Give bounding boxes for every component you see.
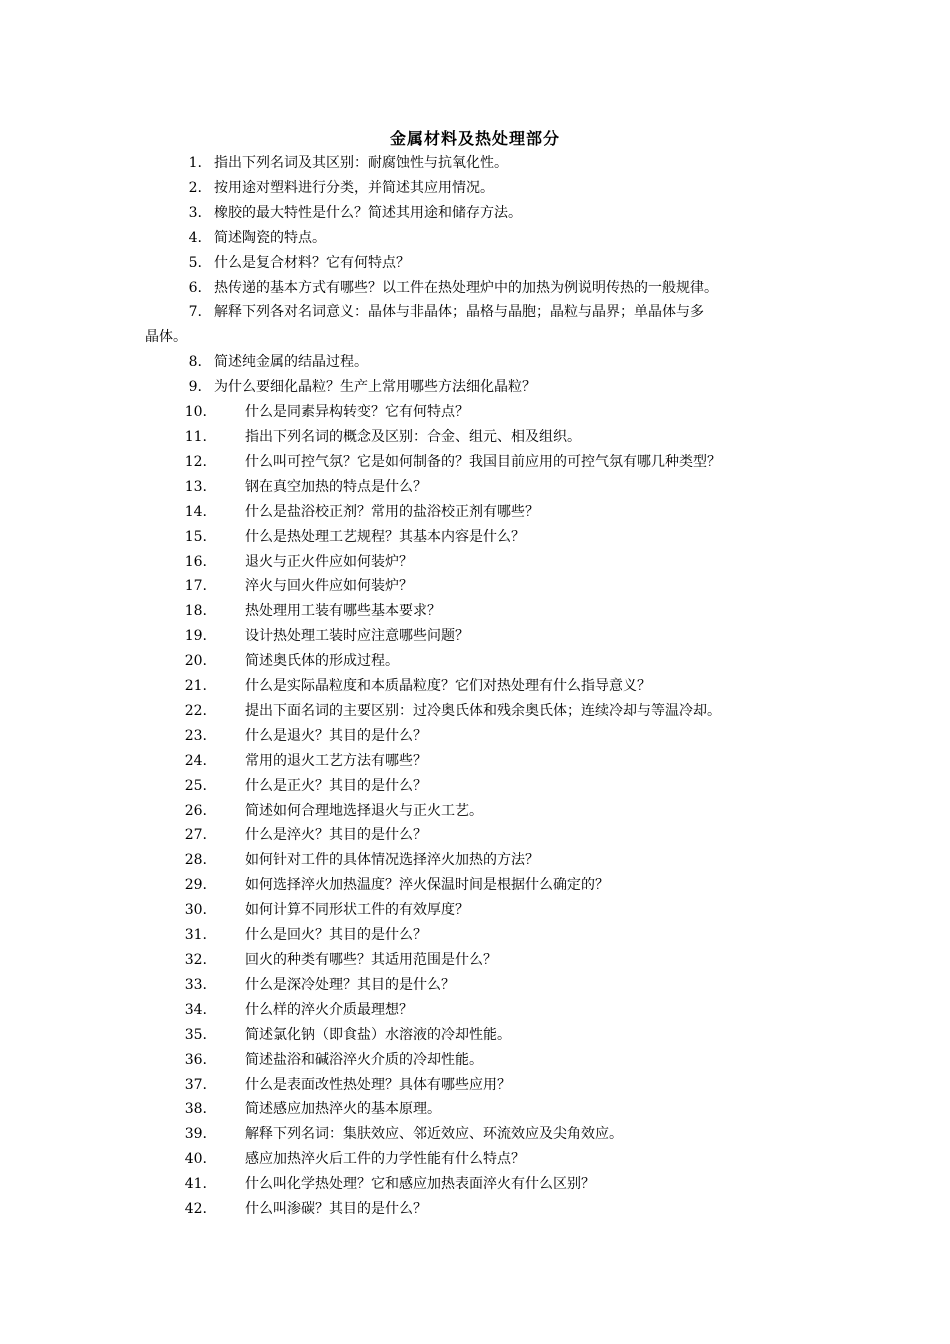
question-text: 什么叫渗碳？其目的是什么？ [245, 1201, 427, 1218]
question-item [145, 624, 815, 649]
question-number: 40. [184, 1151, 207, 1168]
question-number: 11. [184, 428, 207, 445]
question-item [145, 823, 815, 848]
question-text: 什么是回火？其目的是什么？ [245, 927, 427, 944]
question-text: 简述纯金属的结晶过程。 [214, 354, 368, 371]
question-item [145, 550, 815, 575]
question-item [145, 1197, 815, 1222]
question-number: 1. [188, 155, 202, 171]
question-text: 淬火与回火件应如何装炉？ [245, 578, 413, 595]
question-text: 什么是盐浴校正剂？常用的盐浴校正剂有哪些？ [245, 503, 539, 520]
question-text: 什么是退火？其目的是什么？ [245, 727, 427, 744]
question-item [145, 1073, 815, 1098]
question-number: 37. [184, 1076, 207, 1093]
question-number: 24. [184, 752, 207, 769]
question-text: 退火与正火件应如何装炉？ [245, 553, 413, 570]
question-number: 15. [184, 528, 207, 545]
question-text: 简述盐浴和碱浴淬火介质的冷却性能。 [245, 1051, 483, 1068]
question-text: 感应加热淬火后工件的力学性能有什么特点？ [245, 1151, 525, 1168]
question-number: 34. [184, 1001, 207, 1018]
question-item [145, 176, 815, 201]
question-number: 31. [184, 927, 207, 944]
question-item [145, 973, 815, 998]
question-item [145, 724, 815, 749]
question-number: 35. [184, 1026, 207, 1043]
question-item [145, 599, 815, 624]
question-item [145, 201, 815, 226]
question-text: 简述感应加热淬火的基本原理。 [245, 1101, 441, 1118]
question-item [145, 674, 815, 699]
question-list [145, 151, 815, 1222]
question-number: 9. [188, 379, 202, 396]
question-item [145, 475, 815, 500]
question-item [145, 1097, 815, 1122]
question-number: 17. [184, 578, 207, 595]
question-number: 7. [188, 304, 202, 321]
question-text: 提出下面名词的主要区别：过冷奥氏体和残余奥氏体；连续冷却与等温冷却。 [245, 702, 721, 719]
question-number: 36. [184, 1051, 207, 1068]
question-number: 19. [184, 628, 207, 645]
question-item [145, 574, 815, 599]
question-item [145, 873, 815, 898]
question-text: 解释下列各对名词意义：晶体与非晶体；晶格与晶胞；晶粒与晶界；单晶体与多 [214, 304, 704, 321]
question-item [145, 226, 815, 251]
question-number: 13. [184, 478, 207, 495]
question-item [145, 749, 815, 774]
question-text: 简述陶瓷的特点。 [214, 229, 326, 246]
question-item [145, 848, 815, 873]
question-number: 18. [184, 603, 207, 620]
question-text: 为什么要细化晶粒？生产上常用哪些方法细化晶粒？ [214, 379, 536, 396]
question-text: 钢在真空加热的特点是什么？ [245, 478, 427, 495]
question-number: 2. [188, 179, 202, 196]
question-text: 什么是热处理工艺规程？其基本内容是什么？ [245, 528, 525, 545]
question-item [145, 998, 815, 1023]
question-number: 23. [184, 727, 207, 744]
question-item [145, 251, 815, 276]
question-item [145, 1147, 815, 1172]
question-number: 10. [184, 404, 207, 421]
question-text: 什么是复合材料？它有何特点？ [214, 254, 410, 271]
question-item [145, 1172, 815, 1197]
question-text: 回火的种类有哪些？其适用范围是什么？ [245, 952, 497, 968]
question-number: 22. [184, 702, 207, 719]
question-number: 41. [184, 1176, 207, 1193]
question-text: 设计热处理工装时应注意哪些问题？ [245, 628, 469, 645]
question-text: 简述氯化钠（即食盐）水溶液的冷却性能。 [245, 1026, 511, 1043]
question-number: 12. [184, 453, 207, 470]
question-text: 按用途对塑料进行分类，并简述其应用情况。 [214, 179, 494, 196]
question-item [145, 699, 815, 724]
question-number: 8. [188, 354, 202, 371]
question-text: 热传递的基本方式有哪些？以工件在热处理炉中的加热为例说明传热的一般规律。 [214, 279, 718, 296]
question-text: 简述奥氏体的形成过程。 [245, 653, 399, 670]
question-number: 30. [184, 902, 207, 919]
question-number: 42. [184, 1201, 207, 1218]
question-item [145, 425, 815, 450]
question-number: 26. [184, 802, 207, 819]
question-text: 什么叫化学热处理？它和感应加热表面淬火有什么区别？ [245, 1176, 595, 1193]
question-text: 指出下列名词及其区别：耐腐蚀性与抗氧化性。 [214, 155, 508, 171]
question-item [145, 799, 815, 824]
question-number: 33. [184, 976, 207, 993]
question-text-continuation: 晶体。 [145, 329, 187, 346]
question-number: 25. [184, 777, 207, 794]
question-item [145, 948, 815, 973]
question-text: 什么是淬火？其目的是什么？ [245, 827, 427, 844]
question-text: 什么是深冷处理？其目的是什么？ [245, 976, 455, 993]
question-number: 28. [184, 852, 207, 869]
question-text: 什么是同素异构转变？它有何特点？ [245, 404, 469, 421]
question-number: 38. [184, 1101, 207, 1118]
question-text: 简述如何合理地选择退火与正火工艺。 [245, 802, 483, 819]
question-text: 什么是表面改性热处理？具体有哪些应用？ [245, 1076, 511, 1093]
question-text: 解释下列名词：集肤效应、邻近效应、环流效应及尖角效应。 [245, 1126, 623, 1143]
question-number: 27. [184, 827, 207, 844]
question-item [145, 400, 815, 425]
question-item [145, 525, 815, 550]
question-number: 3. [188, 204, 202, 221]
document-title: 金属材料及热处理部分 [389, 129, 560, 148]
question-item [145, 350, 815, 375]
question-number: 20. [184, 653, 207, 670]
question-item [145, 500, 815, 525]
question-item [145, 300, 815, 350]
question-text: 橡胶的最大特性是什么？简述其用途和储存方法。 [214, 204, 522, 221]
question-number: 39. [184, 1126, 207, 1143]
question-item [145, 151, 815, 176]
question-text: 常用的退火工艺方法有哪些？ [245, 752, 427, 769]
question-item [145, 276, 815, 301]
question-text: 指出下列名词的概念及区别：合金、组元、相及组织。 [245, 428, 581, 445]
question-item [145, 375, 815, 400]
question-text: 如何针对工件的具体情况选择淬火加热的方法？ [245, 852, 539, 869]
question-number: 16. [184, 553, 207, 570]
question-number: 32. [184, 952, 207, 968]
question-item [145, 1023, 815, 1048]
question-number: 5. [188, 254, 202, 271]
question-item [145, 1122, 815, 1147]
question-number: 21. [184, 678, 207, 695]
question-text: 如何计算不同形状工件的有效厚度？ [245, 902, 469, 919]
question-text: 什么样的淬火介质最理想？ [245, 1001, 413, 1018]
question-text: 如何选择淬火加热温度？淬火保温时间是根据什么确定的？ [245, 877, 609, 894]
question-text: 什么是实际晶粒度和本质晶粒度？它们对热处理有什么指导意义？ [245, 678, 651, 695]
question-number: 29. [184, 877, 207, 894]
question-item [145, 1048, 815, 1073]
question-number: 14. [184, 503, 207, 520]
question-number: 6. [188, 279, 202, 296]
question-item [145, 898, 815, 923]
question-text: 什么叫可控气氛？它是如何制备的？我国目前应用的可控气氛有哪几种类型？ [245, 453, 721, 470]
question-item [145, 923, 815, 948]
question-item [145, 450, 815, 475]
question-item [145, 649, 815, 674]
question-number: 4. [188, 229, 202, 246]
question-item [145, 774, 815, 799]
question-text: 什么是正火？其目的是什么？ [245, 777, 427, 794]
question-text: 热处理用工装有哪些基本要求？ [245, 603, 441, 620]
